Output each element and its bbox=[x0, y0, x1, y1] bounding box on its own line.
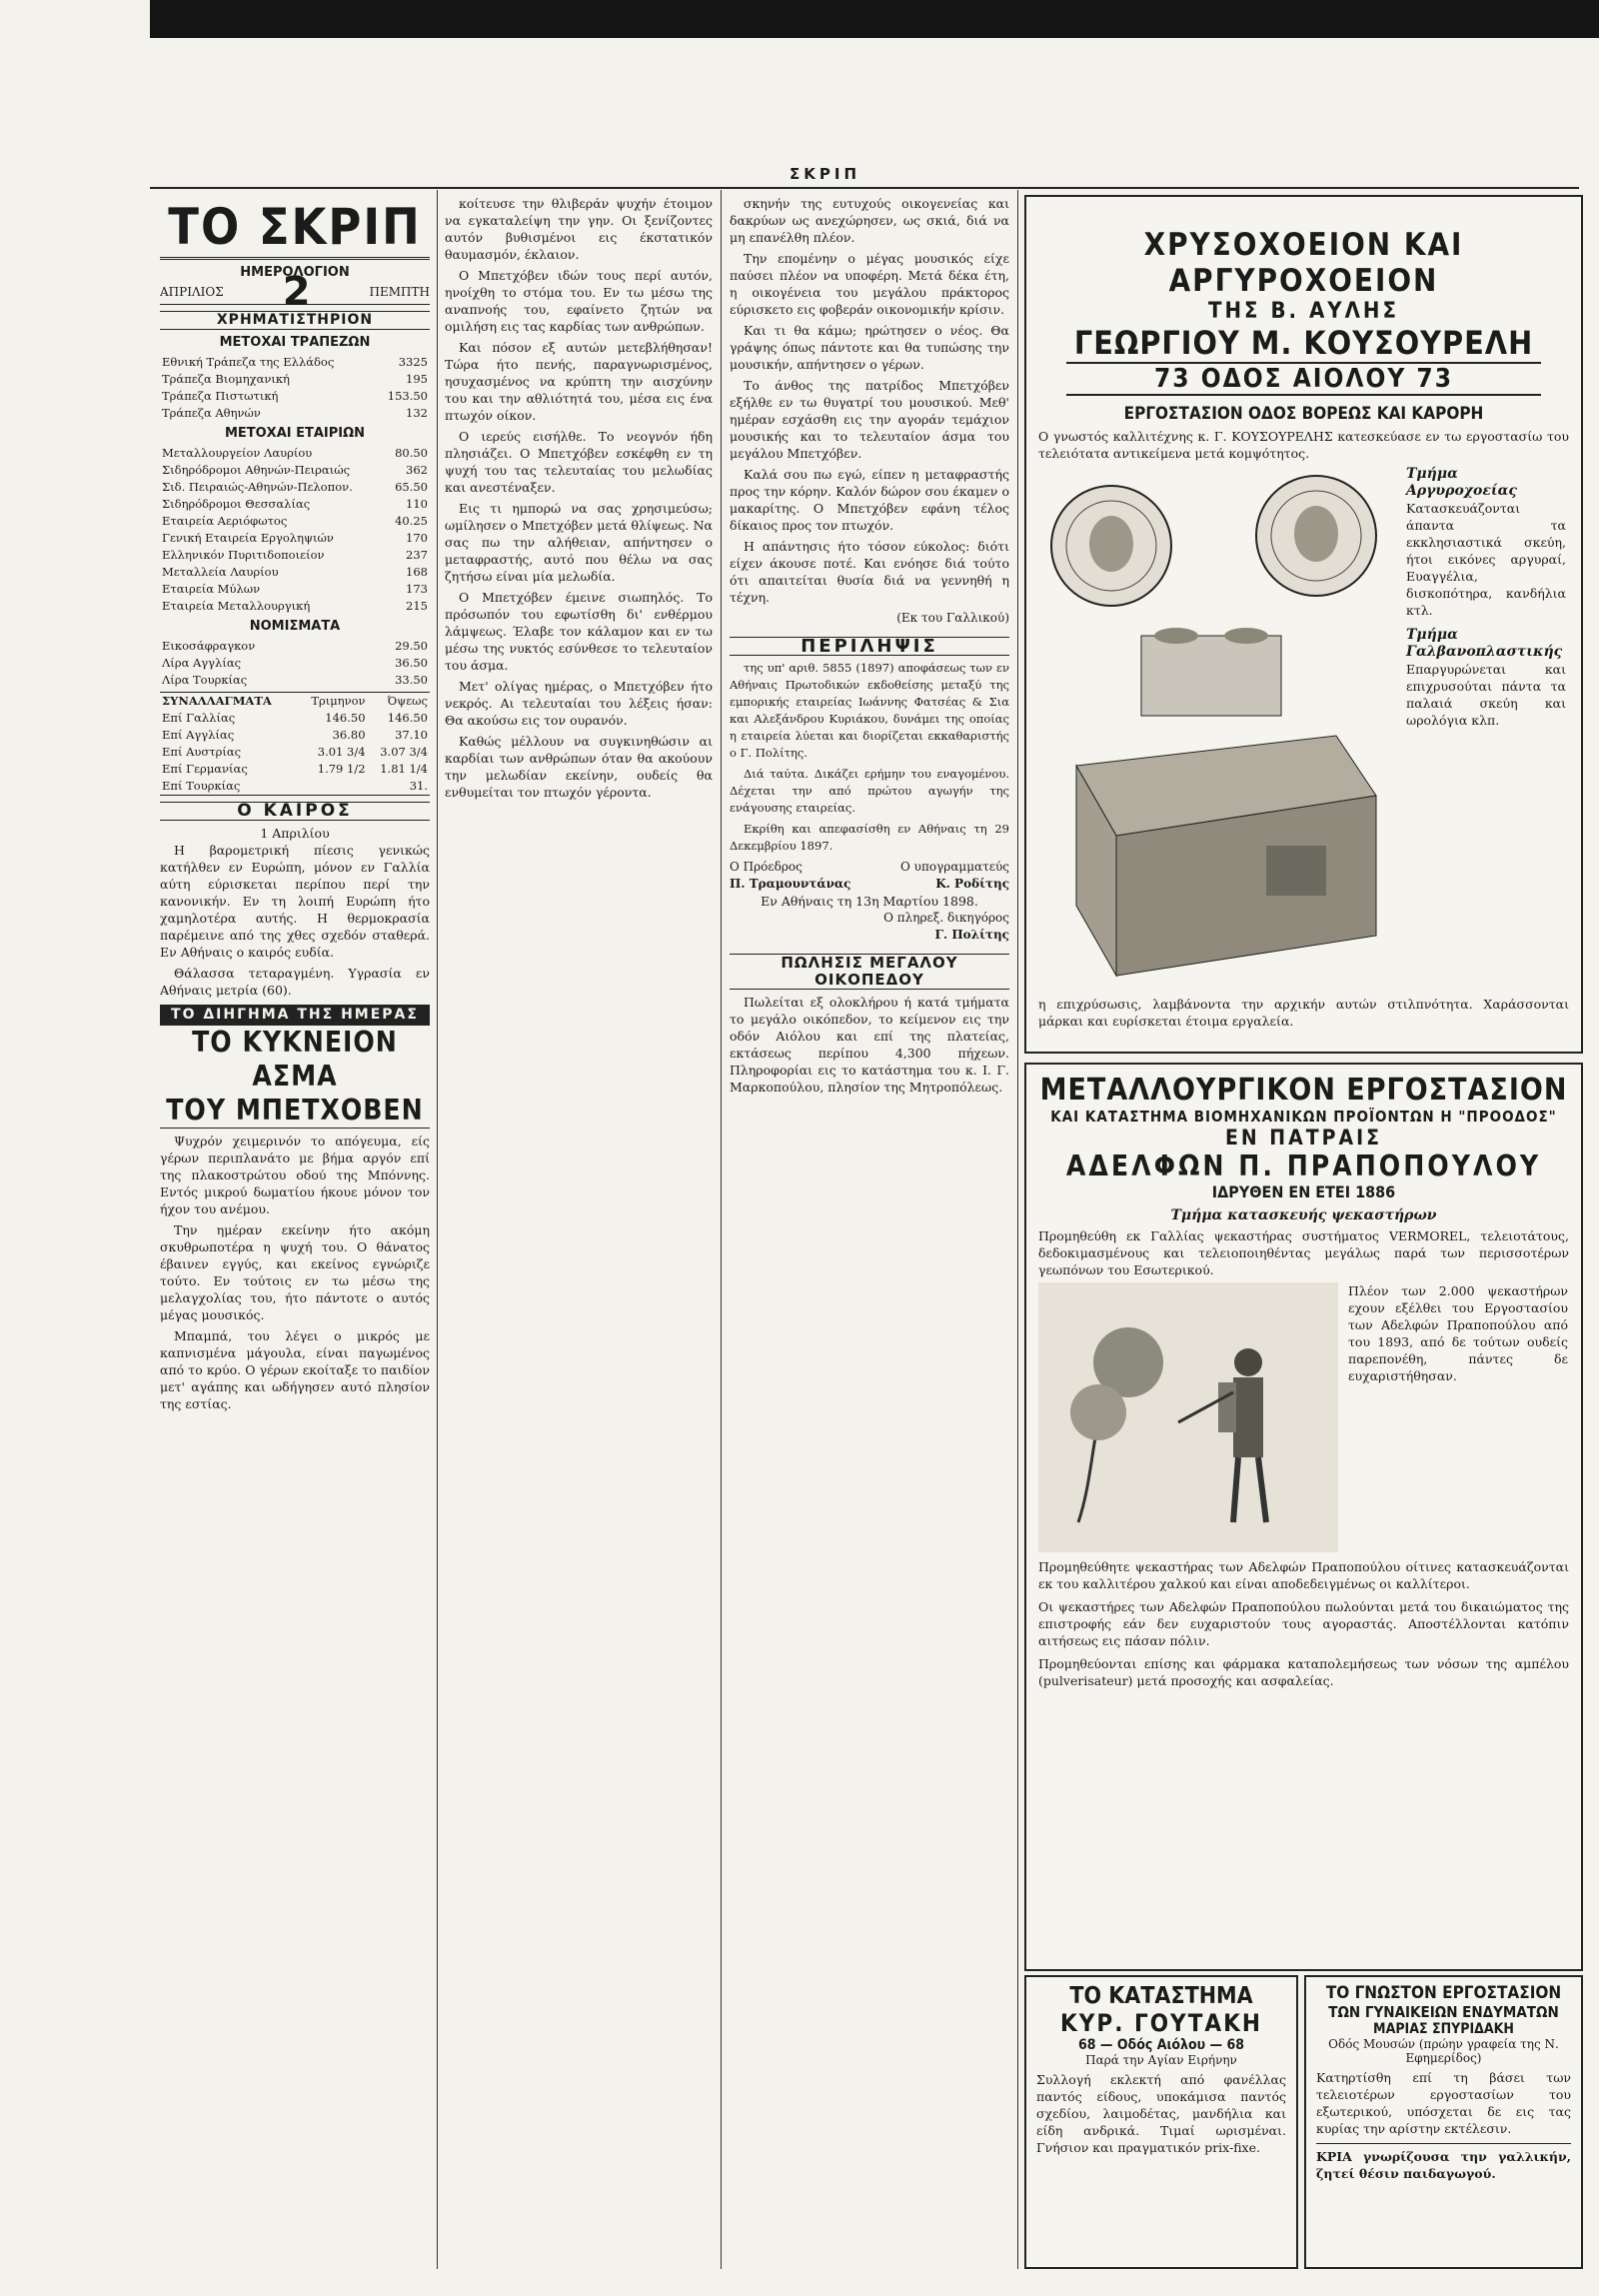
ad-company: ΑΔΕΛΦΩΝ Π. ΠΡΑΠΟΠΟΥΛΟΥ bbox=[1065, 1149, 1542, 1182]
ad-section-title: Τμήμα κατασκευής ψεκαστήρων bbox=[1170, 1207, 1437, 1223]
medal-icon bbox=[1256, 476, 1376, 596]
running-header-title: ΣΚΡΙΠ bbox=[790, 165, 860, 183]
table-row: Εθνική Τράπεζα της Ελλάδος 3325 bbox=[162, 355, 428, 369]
calendar-title: ΗΜΕΡΟΛΟΓΙΟΝ bbox=[240, 265, 350, 280]
weather-date: 1 Απριλίου bbox=[260, 826, 330, 841]
notice-lawyer: Ο πληρεξ. δικηγόρος bbox=[883, 911, 1009, 925]
plating-apparatus-icon bbox=[1076, 628, 1376, 976]
weather-title: Ο ΚΑΙΡΟΣ bbox=[160, 802, 430, 821]
table-row: Γενική Εταιρεία Εργοληψιών 170 bbox=[162, 531, 428, 545]
story-title-line-1: ΤΟ ΚΥΚΝΕΙΟΝ ΑΣΜΑ bbox=[192, 1026, 398, 1093]
ad-address: Οδός Μουσών (πρώην γραφεία της Ν. Εφημερίδος) bbox=[1328, 2037, 1559, 2065]
jeweler-advertisement bbox=[1024, 195, 1583, 1054]
ad-body: η επιχρύσωσις, λαμβάνοντα την αρχικήν αυτών στιλπνότητα. Χαράσσονται μάρκαι και ευρίσκεται έτοιμα εργαλεία. bbox=[1038, 997, 1569, 1029]
metalworks-advertisement bbox=[1024, 1063, 1583, 1971]
medals-and-safe-illustration bbox=[1036, 466, 1396, 986]
ad-section-text: Επαργυρώνεται και επιχρυσούται πάντα τα παλαιά σκεύη και ωρολόγια κλπ. bbox=[1406, 662, 1566, 728]
table-row: Μεταλλουργείον Λαυρίου 80.50 bbox=[162, 446, 428, 460]
finance-title: ΧΡΗΜΑΤΙΣΤΗΡΙΟΝ bbox=[160, 311, 430, 330]
ad-city: ΕΝ ΠΑΤΡΑΙΣ bbox=[1224, 1126, 1382, 1149]
notice-signatures: Π. Τραμουντάνας Κ. Ροδίτης bbox=[730, 877, 1009, 891]
ad-title: ΓΕΩΡΓΙΟΥ Μ. ΚΟΥΣΟΥΡΕΛΗ bbox=[1073, 324, 1534, 362]
date-month: ΑΠΡΙΛΙΟΣ bbox=[160, 285, 224, 299]
notice-date: Εκρίθη και απεφασίσθη εν Αθήναις τη 29 Δεκεμβρίου 1897. bbox=[730, 822, 1009, 853]
notice-text: Διά ταύτα. Δικάζει ερήμην του εναγομένου. Δέχεται την από πρώτου αγωγήν της ενάγουσης εταιρείας. bbox=[730, 767, 1009, 815]
notice-lawyer: Γ. Πολίτης bbox=[934, 928, 1009, 942]
table-row: Τράπεζα Βιομηχανική 195 bbox=[162, 372, 428, 386]
story-paragraph: κοίτευσε την θλιβεράν ψυχήν έτοιμον να εγκαταλείψη την γην. Οι ξενίζοντες αυτόν βυθισμένοι εις έκστατικόν θαυμασμόν, έκλαιον. bbox=[445, 196, 713, 262]
story-paragraph: Μπαμπά, του λέγει ο μικρός με καπνισμένα μάγουλα, είναι παγωμένος από το κρύο. Ο γέρων εκοίταξε το παιδίον μετ' αγάπης και ωδήγησεν αυτό πλησίον της εστίας. bbox=[160, 1328, 430, 1411]
column-2 bbox=[445, 195, 713, 2254]
ad-section-text: Κατασκευάζονται άπαντα τα εκκλησιαστικά σκεύη, ήτοι εικόνες αργυραί, Ευαγγέλια, δισκοπότηρα, κανδήλια κτλ. bbox=[1406, 501, 1566, 618]
ad-body: Συλλογή εκλεκτή από φανέλλας παντός είδους, υποκάμισα παντός σχεδίου, λαιμοδέτας, μανδήλια και είδη ανδρικά. Τιμαί ωρισμέναι. Γνήσιον και πραγματικόν prix-fixe. bbox=[1036, 2072, 1286, 2155]
table-row: Εταιρεία Μύλων 173 bbox=[162, 582, 428, 596]
sale-title: ΠΩΛΗΣΙΣ ΜΕΓΑΛΟΥ ΟΙΚΟΠΕΔΟΥ bbox=[730, 954, 1009, 990]
ad-owner: ΚΥΡ. ΓΟΥΤΑΚΗ bbox=[1060, 2009, 1262, 2037]
shop-advertisement bbox=[1024, 1975, 1298, 2269]
table-row: Εικοσάφραγκον 29.50 bbox=[162, 639, 428, 653]
weather-text: Η βαρομετρική πίεσις γενικώς κατήλθεν εν Ευρώπη, μόνον εν Γαλλία αύτη εύρισκεται περίπου περί την κανονικήν. Εν τη λοιπή Ευρώπη ήτο χαμηλοτέρα αυτής. Η θερμοκρασία παρέμεινε από της χθες σχεδόν σταθερά. Εν Αθήναις ο καιρός ευδία. bbox=[160, 843, 430, 960]
ad-body: Προμηθεύθητε ψεκαστήρας των Αδελφών Πραποπούλου οίτινες κατασκευάζονται εκ του καλλιτέρου χαλκού και είναι αποδεδειγμένως οι καλλίτεροι. bbox=[1038, 1559, 1569, 1591]
table-row: Λίρα Αγγλίας 36.50 bbox=[162, 656, 428, 670]
story-paragraph: Ψυχρόν χειμερινόν το απόγευμα, είς γέρων περιπλανάτο με βήμα αργόν επί της πλακοστρώτου οδού της Μπόννης. Εντός μικρού δωματίου ήκουε μόνον τον ήχον του ανέμου. bbox=[160, 1134, 430, 1216]
story-paragraph: Καθώς μέλλουν να συγκινηθώσιν αι καρδίαι των ανθρώπων όταν θα ακούουν την μελωδίαν εκείνην, ουδείς θα ενθυμείται τον πτωχόν γέροντα. bbox=[445, 734, 713, 800]
ad-body: Πλέον των 2.000 ψεκαστήρων εχουν εξέλθει του Εργοστασίου των Αδελφών Πραποπούλου από του 1893, από δε τούτων ουδείς παρεπονέθη, πάντες δε ευχαριστήθησαν. bbox=[1348, 1283, 1568, 1383]
story-paragraph: Ο Μπετχόβεν έμεινε σιωπηλός. Το πρόσωπόν του εφωτίσθη δι' ενθέρμου λάμψεως. Έλαβε τον κάλαμον και εν τω μέσω της νυκτός εσύνθεσε το τελευταίον του άσμα. bbox=[445, 590, 713, 673]
notice-text: της υπ' αριθ. 5855 (1897) αποφάσεως των εν Αθήναις Πρωτοδικών εκδοθείσης μεταξύ της εμπορικής εταιρείας Ιωάννης Φατσέας & Σια και Αλεξάνδρου Κυριάκου, δυνάμει της οποίας η εταιρεία λύεται και διορίζεται εκκαθαριστής ο Γ. Πολίτης. bbox=[730, 661, 1009, 760]
currency-table bbox=[160, 638, 430, 689]
ad-address: 73 ΟΔΟΣ ΑΙΟΛΟΥ 73 bbox=[1066, 362, 1541, 396]
ad-title: ΤΗΣ Β. ΑΥΛΗΣ bbox=[1207, 299, 1400, 324]
companies-title: ΜΕΤΟΧΑΙ ΕΤΑΙΡΙΩΝ bbox=[224, 426, 366, 441]
ad-title: ΜΕΤΑΛΛΟΥΡΓΙΚΟΝ ΕΡΓΟΣΤΑΣΙΟΝ bbox=[1039, 1073, 1568, 1108]
banks-title: ΜΕΤΟΧΑΙ ΤΡΑΠΕΖΩΝ bbox=[219, 335, 371, 350]
banks-table bbox=[160, 354, 430, 422]
story-paragraph: Και πόσον εξ αυτών μετεβλήθησαν! Τώρα ήτο πενής, παραγνωρισμένος, ησυχασμένος να κρύπτη την αισχύνην του και την αθλιότητά του, μέσα εις ένα πτωχόν οίκον. bbox=[445, 340, 713, 423]
companies-table bbox=[160, 445, 430, 615]
column-1 bbox=[160, 195, 430, 2254]
table-row: Επί Γερμανίας 1.79 1/2 1.81 1/4 bbox=[162, 762, 428, 776]
table-row: Λίρα Τουρκίας 33.50 bbox=[162, 673, 428, 687]
running-header bbox=[150, 165, 1579, 189]
column-rule bbox=[721, 190, 722, 2269]
ad-title: ΤΟ ΚΑΤΑΣΤΗΜΑ bbox=[1069, 1983, 1253, 2009]
ad-subtitle: ΤΩΝ ΓΥΝΑΙΚΕΙΩΝ ΕΝΔΥΜΑΤΩΝ bbox=[1328, 2003, 1559, 2021]
ad-founded: ΙΔΡΥΘΕΝ ΕΝ ΕΤΕΙ 1886 bbox=[1211, 1182, 1396, 1201]
story-paragraph: Μετ' ολίγας ημέρας, ο Μπετχόβεν ήτο νεκρός. Αι τελευταίαι του λέξεις ήσαν: Θα ακούσω εις τον ουρανόν. bbox=[445, 679, 713, 728]
story-paragraph: σκηνήν της ευτυχούς οικογενείας και δακρύων ως ανεχώρησεν, ως σκιά, διά να μη επανέλθη πλέον. bbox=[730, 196, 1009, 245]
date-weekday: ΠΕΜΠΤΗ bbox=[369, 285, 430, 299]
exchange-table bbox=[160, 692, 430, 796]
story-paragraph: Την επομένην ο μέγας μουσικός είχε παύσει πλέον να υποφέρη. Μετά δέκα έτη, η οικογένεια του μεγάλου πράκτορος εύρισκετο εις φοβεράν οικονομικήν κρίσιν. bbox=[730, 251, 1009, 317]
classified-ad: ΚΡΙΑ γνωρίζουσα την γαλλικήν, ζητεί θέσιν παιδαγωγού. bbox=[1316, 2143, 1571, 2182]
table-row: Επί Αυστρίας 3.01 3/4 3.07 3/4 bbox=[162, 745, 428, 759]
table-row: Εταιρεία Μεταλλουργική 215 bbox=[162, 599, 428, 613]
ad-owner: ΜΑΡΙΑΣ ΣΠΥΡΙΔΑΚΗ bbox=[1373, 2021, 1514, 2037]
story-paragraph: Ο Μπετχόβεν ιδών τους περί αυτόν, ηνοίχθη το στόμα του. Εν τω μέσω της αναπνοής του, εφαίνετο ζητών να ομιλήση εις τας καρδίας των ανθρώπων. bbox=[445, 268, 713, 334]
ad-subtitle: ΚΑΙ ΚΑΤΑΣΤΗΜΑ ΒΙΟΜΗΧΑΝΙΚΩΝ ΠΡΟΪΟΝΤΩΝ Η "ΠΡΟΟΔΟΣ" bbox=[1050, 1108, 1557, 1126]
table-row: Σιδηρόδρομοι Θεσσαλίας 110 bbox=[162, 497, 428, 511]
ad-body: Οι ψεκαστήρες των Αδελφών Πραποπούλου πωλούνται μετά του δικαιώματος της επιστροφής εάν δεν ευχαριστούν τους αγοραστάς. Αποστέλλονται κατόπιν αιτήσεως εις πάσαν πόλιν. bbox=[1038, 1599, 1569, 1648]
ad-location: Παρά την Αγίαν Ειρήνην bbox=[1085, 2053, 1237, 2067]
story-title-line-2: ΤΟΥ ΜΠΕΤΧΟΒΕΝ bbox=[160, 1094, 430, 1129]
story-bar: ΤΟ ΔΙΗΓΗΜΑ ΤΗΣ ΗΜΕΡΑΣ bbox=[160, 1005, 430, 1026]
notice-title: ΠΕΡΙΛΗΨΙΣ bbox=[730, 637, 1009, 656]
story-paragraph: Την ημέραν εκείνην ήτο ακόμη σκυθρωποτέρα η ψυχή του. Ο θάνατος έβαινεν εγγύς, και εκείνος εγνώριζε τούτο. Εν τούτοις εν τω μέσω της μελαγχολίας του, ήτο πάντοτε ο αυτός μέγας μουσικός. bbox=[160, 1222, 430, 1322]
table-row: Σιδηρόδρομοι Αθηνών-Πειραιώς 362 bbox=[162, 463, 428, 477]
currency-title: ΝΟΜΙΣΜΑΤΑ bbox=[249, 619, 341, 634]
ad-title: ΧΡΥΣΟΧΟΕΙΟΝ ΚΑΙ ΑΡΓΥΡΟΧΟΕΙΟΝ bbox=[1143, 227, 1464, 299]
ad-illustration bbox=[1036, 466, 1396, 990]
ad-section-title: Τμήμα Γαλβανοπλαστικής bbox=[1406, 627, 1563, 660]
table-row: Επί Τουρκίας 31. bbox=[162, 779, 428, 793]
ad-body: Προμηθεύονται επίσης και φάρμακα καταπολεμήσεως των νόσων της αμπέλου (pulverisateur) μετά προσοχής και ασφαλείας. bbox=[1038, 1656, 1569, 1688]
date-day: 2 bbox=[282, 269, 311, 315]
notice-signatures: Ο Πρόεδρος Ο υπογραμματεύς bbox=[730, 860, 1009, 874]
table-row: Τράπεζα Πιστωτική 153.50 bbox=[162, 389, 428, 403]
story-paragraph: Ο ιερεύς εισήλθε. Το νεογνόν ήδη πλησιάζει. Ο Μπετχόβεν εσκέφθη εν τη ψυχή του τας τελευταίας του μελωδίας και ανεστέναξεν. bbox=[445, 429, 713, 495]
sprayer-illustration bbox=[1038, 1282, 1338, 1552]
story-paragraph: Το άνθος της πατρίδος Μπετχόβεν εξήλθε εν τω θυγατρί του μουσικού. Μεθ' ημέραν εσχάσθη εις την αγοράν τεμάχιον μουσικής και το τελευταίον άσμα του μεγάλου Μπετχόβεν. bbox=[730, 378, 1009, 461]
story-paragraph: Εις τι ημπορώ να σας χρησιμεύσω; ωμίλησεν ο Μπετχόβεν μετά θλίψεως. Να σας πω την αλήθειαν, απήντησεν ο μεταφραστής, αυτό που θέλω να σας ζητήσω είναι μία μελωδία. bbox=[445, 501, 713, 584]
column-rule bbox=[437, 190, 438, 2269]
table-row: Επί Αγγλίας 36.80 37.10 bbox=[162, 728, 428, 742]
sale-text: Πωλείται εξ ολοκλήρου ή κατά τμήματα το μεγάλο οικόπεδον, το κείμενον εις την οδόν Αιόλου και επί της πλατείας, εκτάσεως περίπου 4,300 πήχεων. Πληροφορίαι εις το κατάστημα του κ. Ι. Γ. Μαρκοπούλου, πλησίον της Μητροπόλεως. bbox=[730, 995, 1009, 1095]
dressmaker-advertisement bbox=[1304, 1975, 1583, 2269]
ad-section-title: Τμήμα Αργυροχοείας bbox=[1406, 466, 1517, 499]
column-3 bbox=[730, 195, 1009, 2254]
masthead: ΤΟ ΣΚΡΙΠ bbox=[160, 197, 430, 260]
ad-address: 68 — Οδός Αιόλου — 68 bbox=[1077, 2037, 1245, 2053]
table-row: Ελληνικόν Πυριτιδοποιείον 237 bbox=[162, 548, 428, 562]
medal-icon bbox=[1051, 486, 1171, 606]
ad-body: Ο γνωστός καλλιτέχνης κ. Γ. ΚΟΥΣΟΥΡΕΛΗΣ κατεσκεύασε εν τω εργοστασίω του τελειότατα αντικείμενα μετά κομψότητος. bbox=[1038, 429, 1569, 461]
table-header-row: ΣΥΝΑΛΛΑΓΜΑΤΑ Τριμηνον Όψεως bbox=[162, 694, 428, 708]
table-row: Επί Γαλλίας 146.50 146.50 bbox=[162, 711, 428, 725]
ad-subtitle: ΕΡΓΟΣΤΑΣΙΟΝ ΟΔΟΣ ΒΟΡΕΩΣ ΚΑΙ ΚΑΡΟΡΗ bbox=[1123, 404, 1484, 424]
table-row: Μεταλλεία Λαυρίου 168 bbox=[162, 565, 428, 579]
ad-title: ΤΟ ΓΝΩΣΤΟΝ ΕΡΓΟΣΤΑΣΙΟΝ bbox=[1325, 1983, 1562, 2003]
table-row: Σιδ. Πειραιώς-Αθηνών-Πελοπον. 65.50 bbox=[162, 480, 428, 494]
table-row: Εταιρεία Αεριόφωτος 40.25 bbox=[162, 514, 428, 528]
story-paragraph: Η απάντησις ήτο τόσον εύκολος: διότι είχεν άκουσε ποτέ. Και ενόησε διά τούτο ότι απαιτείται θυσία διά να γεννηθή η τέχνη. bbox=[730, 539, 1009, 605]
story-paragraph: Καλά σου πω εγώ, είπεν η μεταφραστής προς την κόρην. Καλόν δώρον σου έκαμεν ο μακαρίτης. Ο Μπετχόβεν εφάνη τέλος δίκαιος προς τον πτωχόν. bbox=[730, 467, 1009, 533]
notice-place: Εν Αθήναις τη 13η Μαρτίου 1898. bbox=[761, 894, 978, 909]
story-paragraph: Και τι θα κάμω; ηρώτησεν ο νέος. Θα γράψης όπως πάντοτε και θα τυπώσης την μουσικήν, απήντησεν ο γέρων. bbox=[730, 323, 1009, 372]
weather-note: Θάλασσα τεταραγμένη. Υγρασία εν Αθήναις μετρία (60). bbox=[160, 966, 430, 998]
column-rule bbox=[1017, 190, 1018, 2269]
ad-body: Προμηθεύθη εκ Γαλλίας ψεκαστήρας συστήματος VERMOREL, τελειοτάτους, δεδοκιμασμένους και τελειοποιηθέντας μεγάλως παρά των περισσοτέρων γεωπόνων του Εσωτερικού. bbox=[1038, 1228, 1569, 1277]
story-source: (Εκ του Γαλλικού) bbox=[896, 611, 1009, 625]
table-row: Τράπεζα Αθηνών 132 bbox=[162, 406, 428, 420]
scan-top-border bbox=[0, 0, 1599, 38]
ad-body: Κατηρτίσθη επί τη βάσει των τελειοτέρων εργοστασίων του εξωτερικού, υπόσχεται δε εις τας κυρίας την αρίστην εκτέλεσιν. bbox=[1316, 2070, 1571, 2136]
